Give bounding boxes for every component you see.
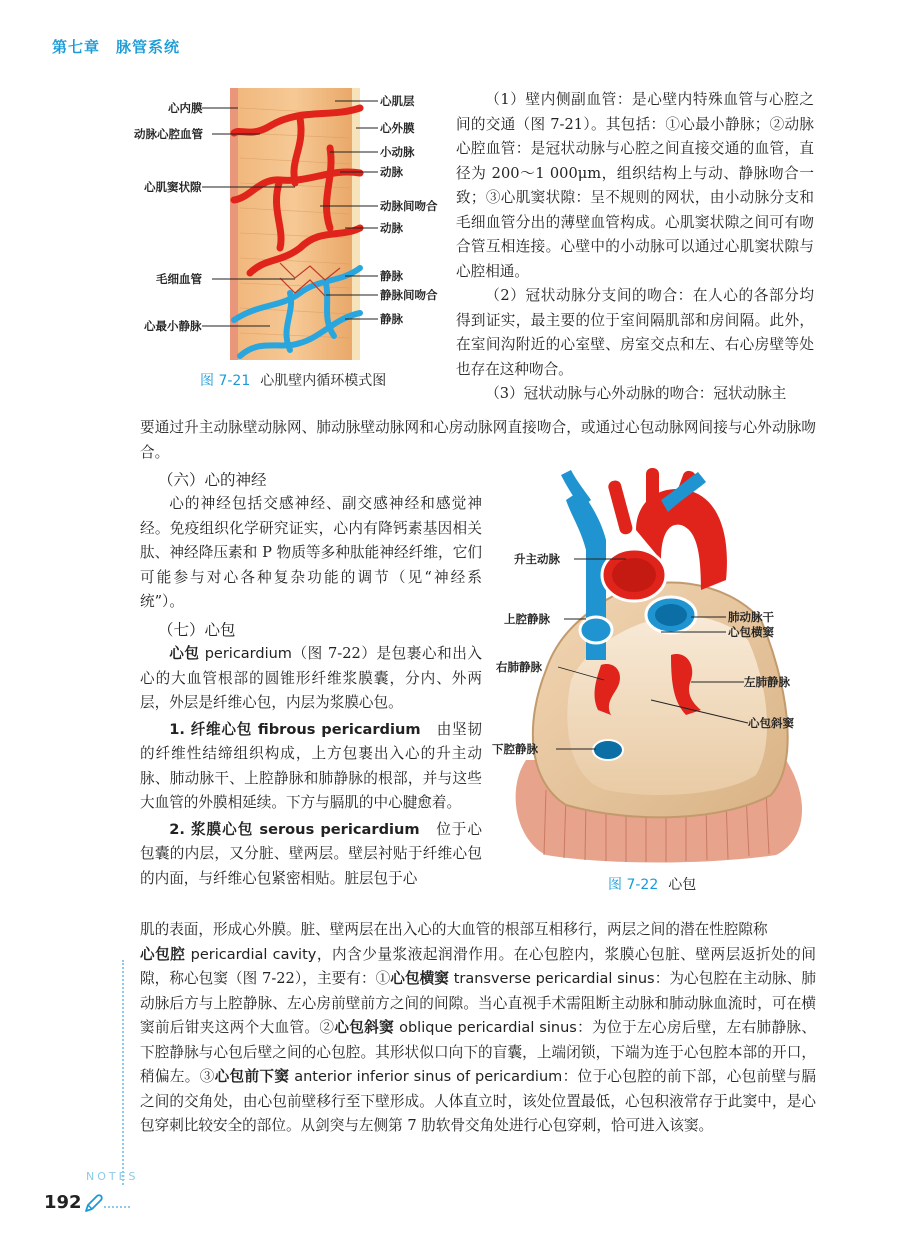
term-transverse-sinus: 心包横窦 <box>390 970 449 987</box>
label-arterial-anastomosis: 动脉间吻合 <box>380 199 438 213</box>
text-p8-rest: 由坚韧的纤维性结缔组织构成，上方包裹出入心的升主动脉、肺动脉干、上腔静脉和肺静脉的根部，并与这些大血管的外膜相延续。下方与膈肌的中心腱愈着。 <box>140 720 482 811</box>
label-pulmonary-trunk: 肺动脉干 <box>728 610 774 624</box>
text-p9-rest-a: 位于心包囊的内层，又分脏、壁两层。壁层衬贴于纤维心包的内面，与纤维心包紧密相贴。脏层包于心 <box>140 820 482 887</box>
label-superior-vena-cava: 上腔静脉 <box>504 612 550 626</box>
ivc-opening <box>593 740 623 760</box>
svc-opening <box>580 617 612 643</box>
term-pericardial-cavity-en: pericardial cavity <box>190 946 317 963</box>
label-left-pulmonary-vein: 左肺静脉 <box>744 675 790 689</box>
term-pericardium: 心包 <box>169 645 200 662</box>
text-p10-b: ：为心包腔在主动脉、肺动脉后方与上腔静脉、左心房前壁前方之间的间隙。当心直视手术需阻断主动脉和肺动脉血流时，可在横窦前后钳夹这两个大血管。② <box>140 970 816 1036</box>
text-p9-rest-b: 肌的表面，形成心外膜。脏、壁两层在出入心的大血管的根部互相移行，两层之间的潜在性腔隙称 <box>140 921 768 938</box>
text-p10-d: ：位于心包腔的前下部，心包前壁与膈之间的交角处，由心包前壁移行至下壁形成。人体直立时，该处位置最低，心包积液常存于此窦中，是心包穿刺比较安全的部位。从剑突与左侧第 7 肋软骨交角处进行心包穿刺，恰可进入该窦。 <box>140 1068 816 1134</box>
page-number: 192 <box>44 1192 82 1213</box>
text-p7-rest: （图 7-22）是包裹心和出入心的大血管根部的圆锥形纤维浆膜囊，分内、外两层，外层是纤维心包，内层为浆膜心包。 <box>140 645 482 711</box>
text-p9 <box>140 818 482 892</box>
figure-7-21-caption <box>200 370 386 390</box>
text-p3b: 要通过升主动脉壁动脉网、肺动脉壁动脉网和心房动脉网直接吻合，或通过心包动脉网间接与心外动脉吻合。 <box>140 419 816 461</box>
text-p10 <box>140 943 816 1139</box>
term-pericardium-en: pericardium <box>204 646 292 662</box>
label-arteriole: 小动脉 <box>380 145 415 159</box>
label-myocardium: 心肌层 <box>380 94 415 108</box>
figure-7-22-caption <box>608 874 696 894</box>
heading-pericardium: （七）心包 <box>158 621 236 639</box>
label-arterioluminal-vessel: 动脉心腔血管 <box>134 127 203 141</box>
label-ascending-aorta: 升主动脉 <box>514 552 560 566</box>
caption-number: 图 7-21 <box>200 373 251 389</box>
paragraph-pericardial-cavity <box>140 918 816 1139</box>
label-epicardium: 心外膜 <box>380 121 415 135</box>
label-smallest-cardiac-vein: 心最小静脉 <box>144 319 202 333</box>
term-anterior-inferior-sinus: 心包前下窦 <box>214 1068 290 1085</box>
term-transverse-sinus-en: transverse pericardial sinus <box>453 971 655 987</box>
text-p2: （2）冠状动脉分支间的吻合：在人心的各部分均得到证实，最主要的位于室间隔肌部和房间隔。此外，在室间沟附近的心室壁、房室交点和左、右心房壁等处也存在这种吻合。 <box>456 287 814 378</box>
label-artery-1: 动脉 <box>380 165 403 179</box>
paragraph-cardiac-nerves <box>140 492 482 615</box>
chapter-header: 第七章 脉管系统 <box>52 38 181 56</box>
footer-dotted-line <box>104 1206 130 1208</box>
label-vein-2: 静脉 <box>380 312 403 326</box>
term-oblique-sinus: 心包斜窦 <box>334 1019 395 1036</box>
paragraph-collateral-vessels <box>456 88 814 407</box>
paragraph-extracardiac-anastomosis <box>140 416 816 465</box>
caption-number: 图 7-22 <box>608 877 659 893</box>
text-p10-a: ，内含少量浆液起润滑作用。在心包腔内，浆膜心包脏、壁两层返折处的间隙，称心包窦（图 7-22），主要有：① <box>140 945 816 987</box>
label-artery-2: 动脉 <box>380 221 403 235</box>
text-p8 <box>140 718 482 816</box>
label-venous-anastomosis: 静脉间吻合 <box>380 288 438 302</box>
caption-text: 心肌壁内循环模式图 <box>260 373 387 389</box>
label-endocardium: 心内膜 <box>168 101 203 115</box>
notes-margin-line <box>122 960 124 1185</box>
notes-label: NOTES <box>86 1170 139 1183</box>
term-pericardial-cavity: 心包腔 <box>140 945 186 963</box>
text-p1: （1）壁内侧副血管：是心壁内特殊血管与心腔之间的交通（图 7-21）。其包括：①心最小静脉；②动脉心腔血管：是冠状动脉与心腔之间直接交通的血管，直径为 200～1 000μm，组织结构上与动、静脉吻合一致；③心肌窦状隙：呈不规则的网状，由小动脉分支和毛细血管分出的薄壁血管构成。心肌窦状隙之间可有吻合管互相连接。心壁中的小动脉可以通过心肌窦状隙与心腔相通。 <box>456 91 814 280</box>
pen-icon <box>82 1193 104 1219</box>
label-vein-1: 静脉 <box>380 269 403 283</box>
label-right-pulmonary-vein: 右肺静脉 <box>496 660 542 674</box>
paragraph-pericardium <box>140 642 482 891</box>
label-transverse-sinus: 心包横窦 <box>728 625 774 639</box>
label-capillary: 毛细血管 <box>156 272 202 286</box>
caption-text: 心包 <box>668 877 697 893</box>
text-p7 <box>140 642 482 716</box>
text-p10-c: ：为位于左心房后壁，左右肺静脉、下腔静脉与心包后壁之间的心包腔。其形状似口向下的盲囊，上端闭锁，下端为连于心包腔本部的开口，稍偏左。③ <box>140 1019 816 1085</box>
text-p6: 心的神经包括交感神经、副交感神经和感觉神经。免疫组织化学研究证实，心内有降钙素基因相关肽、神经降压素和 P 物质等多种肽能神经纤维，它们可能参与对心各种复杂功能的调节（见“神经系统”）。 <box>140 495 482 610</box>
label-myocardial-sinusoid: 心肌窦状隙 <box>144 180 202 194</box>
term-serous-pericardium: 2. 浆膜心包 serous pericardium <box>169 820 420 838</box>
heading-cardiac-nerves: （六）心的神经 <box>158 471 267 489</box>
figure-7-21 <box>130 88 460 363</box>
term-oblique-sinus-en: oblique pericardial sinus <box>399 1020 577 1036</box>
term-fibrous-pericardium: 1. 纤维心包 fibrous pericardium <box>169 720 421 738</box>
text-p3a: （3）冠状动脉与心外动脉的吻合：冠状动脉主 <box>485 385 787 402</box>
label-inferior-vena-cava: 下腔静脉 <box>492 742 538 756</box>
figure-7-22 <box>486 460 816 870</box>
term-anterior-inferior-sinus-en: anterior inferior sinus of pericardium <box>294 1069 563 1085</box>
label-oblique-sinus: 心包斜窦 <box>748 716 794 730</box>
